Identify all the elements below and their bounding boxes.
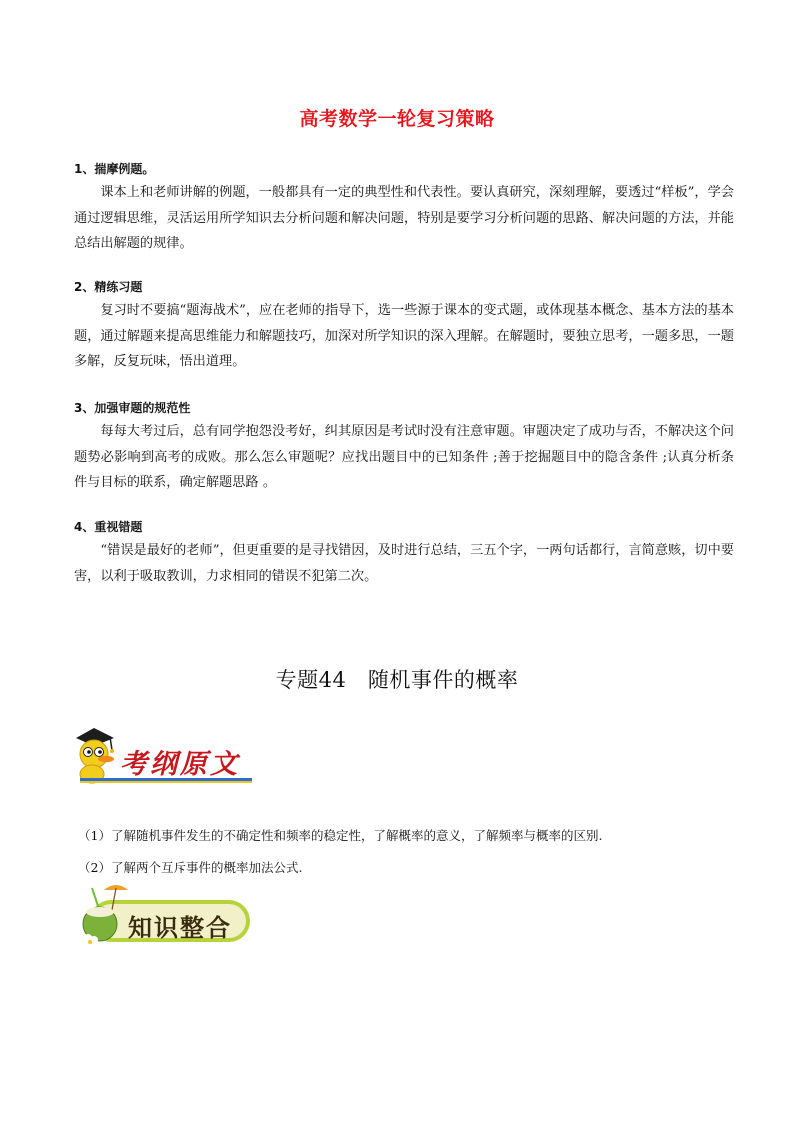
section-body: 每每大考过后，总有同学抱怨没考好，纠其原因是考试时没有注意审题。审题决定了成功与否，不解决这个问题势必影响到高考的成败。那么怎么审题呢？应找出题目中的已知条件 ;善于挖掘题目中的隐含条件 ;认真分析条件与目标的联系，确定解题思路 。 — [74, 424, 734, 490]
section-body: “错误是最好的老师”，但更重要的是寻找错因，及时进行总结，三五个字，一两句话都行，言简意赅，切中要害，以利于吸取教训，力求相同的错误不犯第二次。 — [74, 543, 734, 584]
topic-title: 专题44 随机事件的概率 — [275, 668, 519, 692]
syllabus-banner-label: 考纲原文 — [120, 749, 240, 780]
strategy-section-1 — [74, 158, 734, 257]
section-body: 复习时不要搞“题海战术”，应在老师的指导下，选一些源于课本的变式题，或体现基本概念、基本方法的基本题，通过解题来提高思维能力和解题技巧，加深对所学知识的深入理解。在解题时，要独立思考，一题多思，一题多解，反复玩味，悟出道理。 — [74, 303, 734, 369]
requirement-item: （1）了解随机事件发生的不确定性和频率的稳定性，了解概率的意义，了解频率与概率的区别. — [78, 828, 603, 843]
section-heading: 2、精练习题 — [74, 280, 143, 294]
syllabus-banner — [70, 724, 252, 786]
knowledge-banner-label: 知识整合 — [128, 914, 232, 942]
requirement-item: （2）了解两个互斥事件的概率加法公式. — [78, 860, 303, 875]
section-body: 课本上和老师讲解的例题，一般都具有一定的典型性和代表性。要认真研究，深刻理解，要透过“样板”，学会通过逻辑思维，灵活运用所学知识去分析问题和解决问题，特别是要学习分析问题的思路、解决问题的方法，并能总结出解题的规律。 — [74, 185, 734, 251]
strategy-section-3 — [74, 397, 734, 496]
section-heading: 1、揣摩例题。 — [74, 162, 155, 176]
strategy-section-4 — [74, 516, 734, 589]
strategy-section-2 — [74, 276, 734, 375]
section-heading: 3、加强审题的规范性 — [74, 401, 191, 415]
section-heading: 4、重视错题 — [74, 520, 143, 534]
knowledge-banner — [70, 882, 252, 952]
document-title: 高考数学一轮复习策略 — [299, 108, 495, 130]
